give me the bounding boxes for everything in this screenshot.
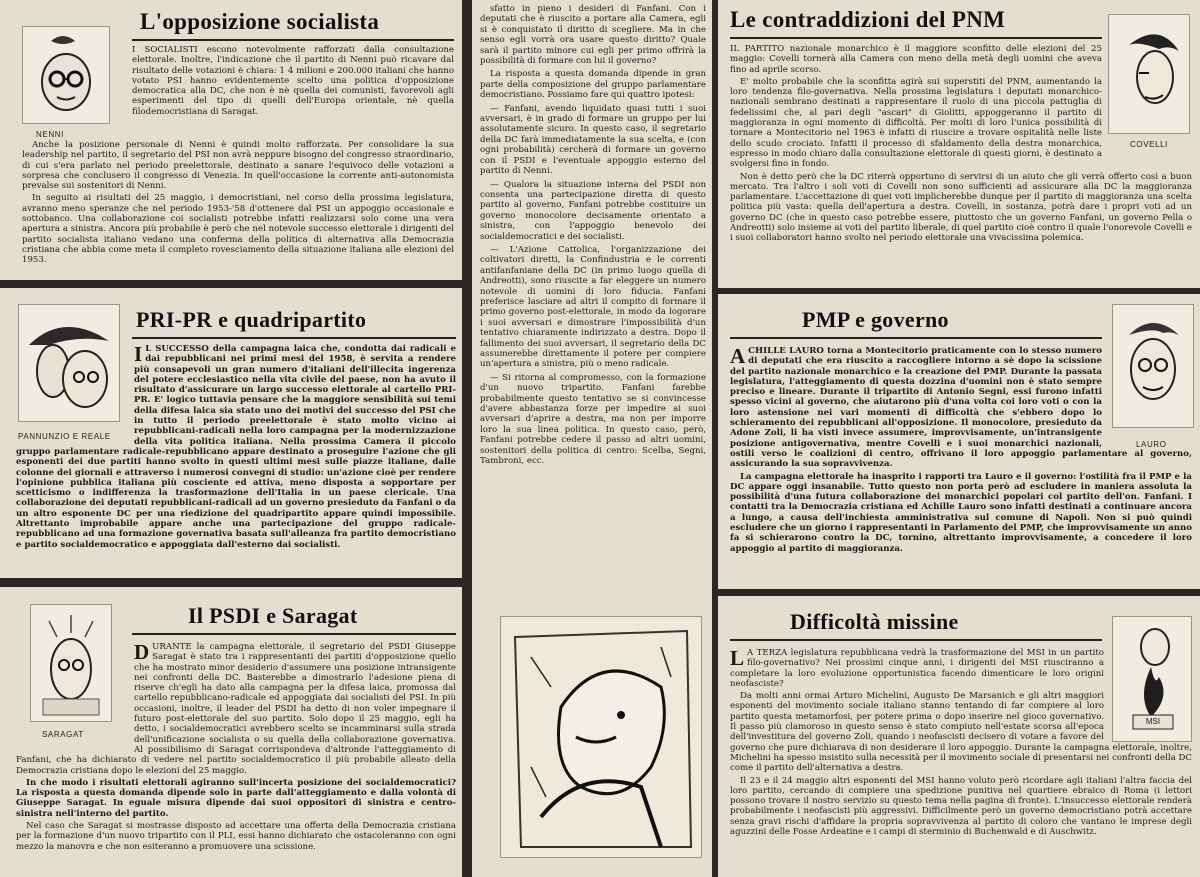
- nenni-caption: NENNI: [36, 130, 64, 139]
- socialista-paragraph-2: Anche la posizione personale di Nenni è quindi molto rafforzata. Per consolidare la sua leadership nel partito, il segretario del PSI non avrà neppure bisogno del congresso straordinario, di cui s'era parlato nel periodo preelettorale, destinato a sanare l'equivoco delle votazioni a sorpresa che conclusero il congresso di Venezia. In quell'occasione la corrente anti-autonomista prevalse sui sostenitori di Nenni.: [22, 140, 454, 192]
- psdi-dropcap: D: [134, 642, 150, 664]
- msi-paragraph-1: A TERZA legislatura repubblicana vedrà la trasformazione del MSI in un partito filo-governativo? Nei prossimi cinque anni, i dirigenti del MSI riusciranno a completare la loro evoluzione opportunistica facendo dimenticare le loro origini neofasciste?: [730, 648, 1104, 689]
- section-divider-4: [718, 589, 1200, 596]
- msi-title: Difficoltà missine: [790, 609, 959, 634]
- psdi-paragraph-3: Nel caso che Saragat si mostrasse disposto ad accettare una offerta della Democrazia cristiana per la formazione d'un nuovo tripartito con il PLI, essi hanno dichiarato che ostacoleranno con ogni mezzo la manovra e che non esiteranno a promuovere una scissione.: [16, 821, 456, 852]
- pri-title-rule: [132, 337, 456, 339]
- column-divider-left: [462, 0, 472, 877]
- pmp-portrait-spacer: [1102, 346, 1192, 446]
- pmp-paragraph-1: CHILLE LAURO torna a Montecitorio praticamente con lo stesso numero di deputati che era riuscito a raccogliere intorno a sè dopo la scissione del partito nazionale monarchico e la creazione del PMP. Durante la passata legislatura, l'atteggiamento di questa dozzina d'uomini non è stato sempre preciso e lineare. Durante il tripartito di Antonio Segni, essi furono infatti spesso vicini al governo, che aiutarono più d'una volta coi loro voti o con la loro astensione nei vari momenti di difficoltà che s'ebbero dopo lo schieramento dei repubblicani all'opposizione. Il monocolore, presieduto da Adone Zoli, li ha visti invece assumere, improvvisamente, un'intransigente posizione antigovernativa, mentre Covelli e i suoi monarchici nazionali, ostili verso le coalizioni di centro, offrivano il loro appoggio parlamentare al governo, assicurando la sua sopravvivenza.: [730, 346, 1192, 470]
- fanfani-caricature: [500, 616, 702, 858]
- pnm-paragraph-3: Non è detto però che la DC riterrà opportuno di servirsi di un aiuto che gli verrà offerto così a buon mercato. Tra l'altro i soli voti di Covelli non sono sufficienti ad assicurare alla DC la maggioranza parlamentare. L'accettazione di quei voti implicherebbe dunque per il partito di maggioranza una scelta politica più vasta: quella dell'apertura a destra. Covelli, in sostanza, potrà dare i propri voti ad un governo DC (che in questo caso potrebbe essere, piuttosto che un governo Fanfani, un governo Pella o Andreotti) solo insieme ai voti del partito liberale, di quel partito cioè contro il quale l'onorevole Covelli e i suoi collaboratori hanno svolto nel periodo elettorale una vivacissima polemica.: [730, 171, 1192, 244]
- middle-paragraph-4: — Qualora la situazione interna del PSDI non consenta una partecipazione diretta di questo partito al governo, Fanfani potrebbe costituire un governo monocolore decisamente orientato a sinistra, con l'appoggio benevolo dei socialdemocratici e dei socialisti.: [480, 179, 706, 242]
- nenni-caricature-icon: [23, 27, 109, 123]
- pannunzio-reale-caption: PANNUNZIO E REALE: [18, 432, 111, 441]
- msi-sign-text: MSI: [1145, 717, 1161, 726]
- pri-paragraph-1: L SUCCESSO della campagna laica che, condotta dai radicali e dai repubblicani nei primi mesi del 1958, è servita a rendere più consapevoli un gran numero d'italiani dell'illecita ingerenza del potere ecclesiastico nella vita civile del paese, non ha avuto il risultato d'assicurare un largo successo elettorale al cartello PRI-PR. E' logico tuttavia pensare che la maggiore sensibilità sui temi della difesa laica sia stato uno dei motivi del successo del PSI che in tutto il periodo preelettorale è stato molto vicino ai repubblicani-radicali nella loro campagna per la modernizzazione della vita politica italiana. Nella prossima Camera il piccolo gruppo parlamentare radicale-repubblicano appare destinato a proseguire l'azione che gli esponenti dei due partiti hanno svolto in questi ultimi mesi sulle piazze italiane, dalle colonne dei giornali e attraverso i numerosi convegni di studio: un'azione cioè per rendere l'opinione pubblica italiana più cosciente ed attiva, meno disposta a sopportare per scetticismo o indifferenza la trasformazione dell'Italia in un paese clericale. Una collaborazione dei deputati repubblicani-radicali ad un governo presieduto da Fanfani o da un altro esponente DC per una riedizione del quadripartito appare quindi impossibile. Altrettanto improbabile appare anche una partecipazione del gruppo radicale-repubblicano ad una formazione governativa basata sull'alleanza fra partito democristiano e partito socialdemocratico e appoggiata dall'esterno dai socialisti.: [16, 344, 456, 550]
- pnm-portrait-spacer: [1102, 44, 1192, 150]
- fanfani-drawing-icon: [501, 617, 701, 857]
- section-divider-3: [718, 288, 1200, 294]
- middle-paragraph-1: sfatto in pieno i desideri di Fanfani. Con i deputati che è riuscito a portare alla Camera, egli si è conquistato il diritto di scegliere. Ma in che senso egli vorrà ora usare questo diritto? Quale sarà il partito minore cui egli per primo offrirà la possibilità di formare con lui il governo?: [480, 4, 706, 67]
- socialista-title: L'opposizione socialista: [140, 9, 380, 34]
- psdi-title-rule: [132, 633, 456, 635]
- article-socialista-cont: [22, 140, 454, 274]
- article-psdi: [132, 602, 456, 642]
- pmp-title: PMP e governo: [802, 307, 949, 332]
- pri-dropcap: I: [134, 344, 143, 366]
- saragat-caption: SARAGAT: [42, 730, 84, 739]
- section-divider-1: [0, 280, 462, 288]
- article-pmp: [730, 306, 1102, 346]
- middle-column-text: [480, 4, 706, 612]
- msi-emblem-spacer: [1104, 648, 1192, 742]
- article-psdi-body: [16, 642, 456, 874]
- msi-paragraph-3: Il 23 e il 24 maggio altri esponenti del MSI hanno voluto però ricordare agli italiani l'altra faccia del loro partito, cercando di compiere una spedizione punitiva nel quartiere ebraico di Roma (i lettori possono trovare il nostro servizio su questo tema nella pagina di fronte). L'insuccesso elettorale renderà probabilmente i neofascisti più aggressivi. Difficilmente però un governo democristiano potrà accettare senza gravi rischi d'affidare la propria sopravvivenza al partito di coloro che vantano le imprese degli aguzzini delle Fosse Ardeatine e i campi di sterminio di Buchenwald e di Auschwitz.: [730, 775, 1192, 838]
- article-socialista: [132, 8, 454, 140]
- lauro-caption: LAURO: [1136, 440, 1167, 449]
- psdi-paragraph-2: In che modo i risultati elettorali agiranno sull'incerta posizione dei socialdemocratici? La risposta a questa domanda dipende solo in parte dall'atteggiamento e dalla volontà di Giuseppe Saragat. In eguale misura dipende dai suoi oppositori di sinistra e centro-sinistra nell'interno del partito.: [16, 777, 456, 819]
- psdi-paragraph-1: URANTE la campagna elettorale, il segretario del PSDI Giuseppe Saragat è stato tra i rappresentanti dei partiti d'opposizione quello che ha mostrato minor desiderio d'assumere una posizione intransigente nei confronti della DC. Basterebbe a dimostrarlo l'adesione piena di riserve ch'egli ha dato alla campagna per la difesa laica, promossa dal cartello repubblicano-radicale ed appoggiata dai socialisti del PSI. In più occasioni, inoltre, il leader del PSDI ha detto di non voler impegnare il futuro post-elettorale del suo partito. Solo dopo il 25 maggio, egli ha detto, i socialdemocratici avrebbero scelto se incamminarsi sulla strada dell'unificazione socialista o su quella della collaborazione governativa. Al possibilismo di Saragat corrispondeva d'altronde l'atteggiamento di Fanfani, che ha dichiarato di vedere nel partito socialdemocratico il più probabile alleato della Democrazia cristiana dopo le elezioni del 25 maggio.: [16, 642, 456, 776]
- msi-paragraph-2: Da molti anni ormai Arturo Michelini, Augusto De Marsanich e gli altri maggiori esponenti del movimento sociale italiano stanno tentando di far compiere al loro partito questa metamorfosi, per potere prima o dopo inserire nel gioco governativo. Il passo più clamoroso in questo senso è stato compiuto nell'estate scorsa all'epoca dell'investitura del governo Zoli, quando i neofascisti decisero di votare a favore del governo che pure dichiarava di non desiderare il loro appoggio. Durante la campagna elettorale, inoltre, Michelini ha spesso insistito sulla necessità per il movimento sociale di presentarsi nei confronti della DC come il partito dell'alternativa a destra.: [730, 691, 1192, 774]
- pri-title-rest: e quadripartito: [212, 307, 367, 332]
- middle-paragraph-6: — Si ritorna al compromesso, con la formazione d'un nuovo tripartito. Fanfani farebbe probabilmente questo tentativo se si convincesse d'avere abbastanza forze per impedire ai suoi avversari d'aprire a destra, ma non per imporre loro la sua linea politica. In questo caso, però, Fanfani potrebbe cedere il passo ad altri uomini, sostenitori della politica di centro: Scelba, Segni, Tambroni, ecc.: [480, 372, 706, 467]
- pri-title: [136, 306, 456, 334]
- socialista-paragraph-3: In seguito ai risultati del 25 maggio, i democristiani, nel corso della prossima legislatura, avranno meno speranze che nel periodo 1953-'58 d'ottenere dal PSI un appoggio occasionale e sottobanco. Una collaborazione coi socialisti potrebbe infatti realizzarsi solo come una vera apertura a sinistra. Ancora più probabile è però che nel notevole successo elettorale i dirigenti del partito socialista italiano vedano una conferma della politica di alternativa alla Democrazia cristiana che abbia come meta il completo rovesciamento della situazione italiana alle elezioni del 1953.: [22, 193, 454, 266]
- section-divider-2: [0, 578, 462, 587]
- socialista-title-rule: [132, 39, 454, 41]
- pmp-paragraph-2: La campagna elettorale ha inasprito i rapporti tra Lauro e il governo: l'ostilità fra il PMP e la DC appare oggi insanabile. Tutto questo non porta però ad escludere in maniera assoluta la possibilità d'una futura collaborazione dei monarchici popolari col partito dell'on. Fanfani. I contatti tra la Democrazia cristiana ed Achille Lauro sono infatti destinati a continuare ancora a lungo, a causa dell'inchiesta amministrativa sul comune di Napoli. Non si può quindi escludere che un giorno i rappresentanti in Parlamento del PMP, che improvvisamente un anno fa si schierarono contro la DC, tornino, altrettanto improvvisamente, a concedere il loro appoggio al partito di maggioranza.: [730, 471, 1192, 554]
- pnm-paragraph-1: IL PARTITO nazionale monarchico è il maggiore sconfitto delle elezioni del 25 maggio: Covelli tornerà alla Camera con meno della metà degli uomini che aveva fino ad aprile scorso.: [730, 44, 1102, 75]
- pnm-title-rule: [730, 37, 1102, 39]
- socialista-paragraph-1: I SOCIALISTI escono notevolmente rafforzati dalla consultazione elettorale. Inoltre, l'indicazione che il partito di Nenni può ricavare dal risultato delle votazioni è chiara: 1 4 milioni e 200.000 italiani che hanno votato PSI hanno evidentemente scelto una politica d'opposizione democratica alla DC, che non è nè quella dei comunisti, favorevoli agli esperimenti del tipo di quelli dell'Europa orientale, nè quella filodemocristiana di Saragat.: [132, 45, 454, 117]
- middle-paragraph-5: — L'Azione Cattolica, l'organizzazione dei coltivatori diretti, la Confindustria e le correnti antifanfaniane della DC (in primo luogo quella di Andreotti), sono riuscite a far eleggere un numero notevole di uomini di loro fiducia. Fanfani preferisce lasciare ad altri il compito di formare il primo governo post-elettorale, in modo da logorare i suoi avversari e dimostrare l'impossibilità d'un tentativo chiaramente indirizzato a destra. Dopo il fallimento dei suoi avversari, il segretario della DC assumerebbe direttamente il potere per compiere un'apertura a sinistra, più o meno radicale.: [480, 244, 706, 370]
- psdi-portrait-spacer: [16, 642, 134, 748]
- pnm-title: Le contraddizioni del PNM: [730, 7, 1006, 32]
- article-pri-body: [16, 344, 456, 574]
- pri-title-party: PRI-PR: [136, 307, 213, 332]
- nenni-portrait: [22, 26, 110, 124]
- article-msi-body: [730, 648, 1192, 876]
- pri-portrait-spacer: [16, 344, 134, 444]
- covelli-caption: COVELLI: [1130, 140, 1168, 149]
- middle-paragraph-2: La risposta a questa domanda dipende in gran parte della composizione del gruppo parlamentare democristiano. Possiamo fare qui quattro ipotesi:: [480, 69, 706, 101]
- psdi-title: Il PSDI e Saragat: [188, 603, 358, 628]
- pmp-dropcap: A: [730, 346, 746, 368]
- article-msi: [730, 608, 1102, 648]
- column-divider-right: [712, 0, 718, 877]
- msi-title-rule: [730, 639, 1102, 641]
- middle-paragraph-3: — Fanfani, avendo liquidato quasi tutti i suoi avversari, è in grado di formare un gruppo per lui assolutamente sicuro. In questo caso, il segretario della DC farà immediatamente la sua scelta, e (con ogni probabilità) cercherà di formare un governo con il PSDI e l'eventuale appoggio esterno del partito di Nenni.: [480, 103, 706, 177]
- pmp-title-rule: [730, 337, 1102, 339]
- pnm-paragraph-2: E' molto probabile che la sconfitta agirà sui superstiti del PNM, aumentando la loro tendenza filo-governativa. Nella prossima legislatura i deputati monarchico-nazionali sembrano destinati a rappresentare il ruolo di una piccola pattuglia di fedelissimi che, al pari degli "ascari" di Giolitti, appoggeranno il partito di maggioranza in ogni momento di difficoltà. Per molti di loro l'unica possibilità di tornare a Montecitorio nel 1963 è infatti di riuscire a trovare ospitalità nelle liste dello scudo crociato. Infatti il processo di sfaldamento della destra monarchica, espresso in modo chiaro dalla consultazione elettorale di questi giorni, è destinato a svolgersi fino in fondo.: [730, 76, 1102, 170]
- article-pmp-body: [730, 346, 1192, 586]
- article-pnm-body: [730, 44, 1192, 284]
- msi-dropcap: L: [730, 648, 745, 670]
